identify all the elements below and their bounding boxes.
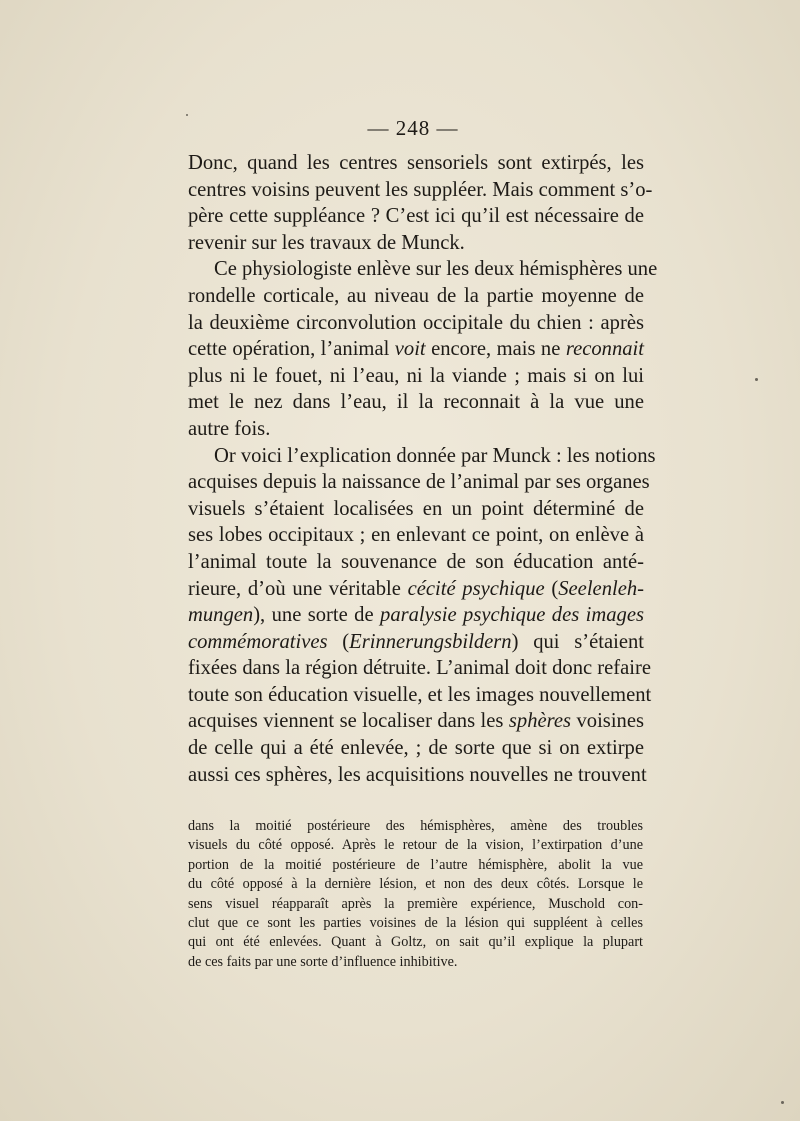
text-run: ) qui s’étaient [511,630,644,653]
text-run: cette opération, l’animal [188,338,395,361]
footnote-line: qui ont été enlevées. Quant à Goltz, on sait qu’il explique la plupart [188,934,643,951]
paper-speck [781,1101,784,1104]
footnote-line: de ces faits par une sorte d’influence inhibitive. [188,953,458,970]
text-line: Or voici l’explication donnée par Munck : les notions [214,444,656,467]
italic-word-voit: voit [394,338,426,361]
text-line [188,629,644,656]
text-run: ( [544,577,559,600]
footnote-line: clut que ce sont les parties voisines de la lésion qui suppléent à celles [188,914,643,931]
text-line: l’animal toute la souvenance de son éducation anté- [188,550,644,573]
text-line: aussi ces sphères, les acquisitions nouvelles ne trouvent [188,763,647,786]
footnote-line: sens visuel réapparaît après la première expérience, Muschold con- [188,895,643,912]
italic-term-erinnerungsbildern: Erinnerungsbildern [349,630,512,653]
page-number: — 248 — [367,116,459,140]
text-run: voisines [571,710,644,733]
text-run: rieure, d’où une véritable [188,577,408,600]
main-text [188,150,658,788]
text-line: Donc, quand les centres sensoriels sont extirpés, les [188,152,644,174]
italic-term-commemoratives: commémoratives [188,630,328,653]
text-line: revenir sur les travaux de Munck. [188,231,465,254]
text-line: centres voisins peuvent les suppléer. Mais comment s’o- [188,178,653,201]
text-line: plus ni le fouet, ni l’eau, ni la viande ; mais si on lui [188,364,644,387]
text-run: acquises viennent se localiser dans les [188,710,509,733]
footnote-line: visuels du côté opposé. Après le retour de la vision, l’extirpation d’une [188,837,643,854]
text-line: fixées dans la région détruite. L’animal doit donc refaire [188,657,651,680]
text-line: visuels s’étaient localisées en un point déterminé de [188,497,644,520]
text-line: toute son éducation visuelle, et les images nouvellement [188,683,652,706]
paper-speck [186,114,188,116]
italic-term-cecite-psychique: cécité psychique [407,577,545,600]
text-line: acquises depuis la naissance de l’animal par ses organes [188,471,650,494]
text-line [188,708,644,735]
text-run: ( [327,630,350,653]
footnote [188,817,643,972]
italic-word-reconnait: reconnait [565,338,644,361]
footnote-line: dans la moitié postérieure des hémisphères, amène des troubles [188,818,643,834]
text-line [188,576,644,603]
text-line [188,602,644,629]
text-line: la deuxième circonvolution occipitale du chien : après [188,311,644,334]
text-run: ), une sorte de [253,604,381,627]
text-line: autre fois. [188,417,271,440]
text-line: père cette suppléance ? C’est ici qu’il est nécessaire de [188,205,644,228]
text-line: rondelle corticale, au niveau de la partie moyenne de [188,284,644,307]
text-line [188,336,644,363]
text-line: de celle qui a été enlevée, ; de sorte que si on extirpe [188,737,644,760]
italic-term-paralysie: paralysie psychique des images [380,604,644,627]
text-run: encore, mais ne [425,338,566,361]
italic-term-seelenleh: Seelenleh- [558,577,645,600]
text-line: Ce physiologiste enlève sur les deux hémisphères une [214,258,658,281]
text-line: ses lobes occipitaux ; en enlevant ce point, on enlève à [188,524,644,547]
footnote-line: du côté opposé à la dernière lésion, et non des deux côtés. Lorsque le [188,876,643,893]
text-line: met le nez dans l’eau, il la reconnait à la vue une [188,391,644,414]
italic-word-spheres: sphères [508,710,572,733]
footnote-line: portion de la moitié postérieure de l’autre hémisphère, abolit la vue [188,856,643,873]
italic-term-mungen: mungen [188,604,254,627]
paper-speck [755,378,758,381]
